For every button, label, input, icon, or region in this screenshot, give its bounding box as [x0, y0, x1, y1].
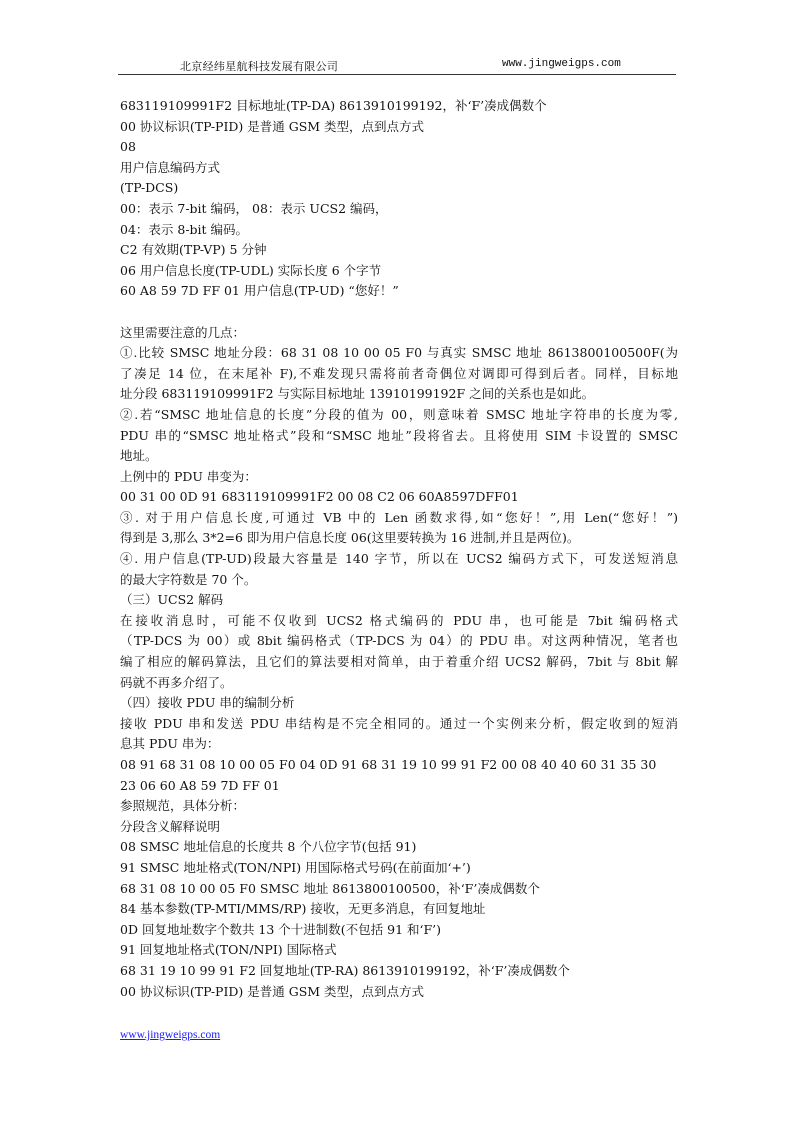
text-line: （TP-DCS 为 00）或 8bit 编码格式（TP-DCS 为 04）的 PDU 串。对这两种情况，笔者也 — [120, 633, 678, 649]
text-line: 参照规范，具体分析： — [120, 798, 246, 814]
text-line: 在接收消息时，可能不仅收到 UCS2 格式编码的 PDU 串，也可能是 7bit 编码格式 — [120, 612, 678, 628]
text-line: 了凑足 14 位，在末尾补 F),不难发现只需将前者奇偶位对调即可得到后者。同样，目标地 — [120, 365, 678, 381]
header-website: www.jingweigps.com — [502, 58, 621, 70]
text-line: 68 31 19 10 99 91 F2 回复地址(TP-RA) 8613910199192，补‘F’凑成偶数个 — [120, 962, 570, 978]
text-line: (TP-DCS) — [120, 180, 179, 196]
text-line: 683119109991F2 目标地址(TP-DA) 8613910199192，补‘F’凑成偶数个 — [120, 98, 547, 113]
text-line: 08 SMSC 地址信息的长度共 8 个八位字节(包括 91) — [120, 839, 417, 855]
text-line: 用户信息编码方式 — [120, 159, 221, 175]
header-divider — [118, 74, 676, 75]
text-line: 编了相应的解码算法，且它们的算法要相对简单，由于着重介绍 UCS2 解码，7bit 与 8bit 解 — [120, 654, 678, 670]
text-line: ①.比较 SMSC 地址分段：68 31 08 10 00 05 F0 与真实 SMSC 地址 8613800100500F(为 — [120, 345, 678, 361]
text-line: 91 SMSC 地址格式(TON/NPI) 用国际格式号码(在前面加‘+’) — [120, 859, 471, 875]
text-line: 上例中的 PDU 串变为： — [120, 468, 257, 484]
text-line: 码就不再多介绍了。 — [120, 674, 233, 690]
text-line: 00 协议标识(TP-PID) 是普通 GSM 类型，点到点方式 — [120, 983, 425, 999]
section-heading: （四）接收 PDU 串的编制分析 — [120, 695, 295, 711]
text-line: 00：表示 7-bit 编码， 08：表示 UCS2 编码， — [120, 200, 388, 216]
text-line: 分段含义解释说明 — [120, 818, 221, 834]
text-line: 60 A8 59 7D FF 01 用户信息(TP-UD) “您好！” — [120, 283, 399, 299]
text-line: 得到是 3,那么 3*2=6 即为用户信息长度 06(这里要转换为 16 进制,并且是两位)。 — [120, 530, 580, 546]
section-heading: （三）UCS2 解码 — [120, 592, 224, 608]
text-line: 91 回复地址格式(TON/NPI) 国际格式 — [120, 942, 337, 958]
text-line: 08 — [120, 139, 136, 155]
text-line: 的最大字符数是 70 个。 — [120, 571, 257, 587]
text-line: 06 用户信息长度(TP-UDL) 实际长度 6 个字节 — [120, 262, 382, 278]
blank-line — [120, 302, 678, 323]
text-line: 23 06 60 A8 59 7D FF 01 — [120, 777, 280, 793]
company-name: 北京经纬星航科技发展有限公司 — [180, 60, 339, 73]
text-line: ②.若“SMSC 地址信息的长度”分段的值为 00，则意味着 SMSC 地址字符串的长度为零, — [120, 406, 678, 422]
text-line: 这里需要注意的几点： — [120, 324, 246, 340]
text-line: 接收 PDU 串和发送 PDU 串结构是不完全相同的。通过一个实例来分析，假定收到的短消 — [120, 715, 678, 731]
text-line: 息其 PDU 串为： — [120, 736, 220, 752]
text-line: 08 91 68 31 08 10 00 05 F0 04 0D 91 68 31 19 10 99 91 F2 00 08 40 40 60 31 35 30 — [120, 757, 657, 772]
text-line: PDU 串的“SMSC 地址格式”段和“SMSC 地址”段将省去。且将使用 SIM 卡设置的 SMSC — [120, 427, 678, 443]
text-line: C2 有效期(TP-VP) 5 分钟 — [120, 242, 267, 258]
text-line: 00 协议标识(TP-PID) 是普通 GSM 类型，点到点方式 — [120, 118, 425, 134]
text-line: 0D 回复地址数字个数共 13 个十进制数(不包括 91 和‘F’) — [120, 921, 442, 937]
text-line: 址分段 683119109991F2 与实际目标地址 13910199192F 之间的关系也是如此。 — [120, 386, 595, 402]
text-line: 地址。 — [120, 448, 158, 464]
text-line: 68 31 08 10 00 05 F0 SMSC 地址 8613800100500，补‘F’凑成偶数个 — [120, 880, 540, 896]
text-line: 04：表示 8-bit 编码。 — [120, 221, 249, 237]
text-line: 84 基本参数(TP-MTI/MMS/RP) 接收，无更多消息，有回复地址 — [120, 901, 486, 917]
text-line: 00 31 00 0D 91 683119109991F2 00 08 C2 06 60A8597DFF01 — [120, 489, 519, 505]
text-line: ④. 用户信息(TP-UD)段最大容量是 140 字节，所以在 UCS2 编码方式下，可发送短消息 — [120, 551, 678, 567]
document-body — [120, 96, 678, 1002]
text-line: ③. 对于用户信息长度,可通过 VB 中的 Len 函数求得,如“您好！”,用 Len(“您好！”) — [120, 509, 678, 525]
footer-website-link[interactable]: www.jingweigps.com — [120, 1029, 221, 1041]
